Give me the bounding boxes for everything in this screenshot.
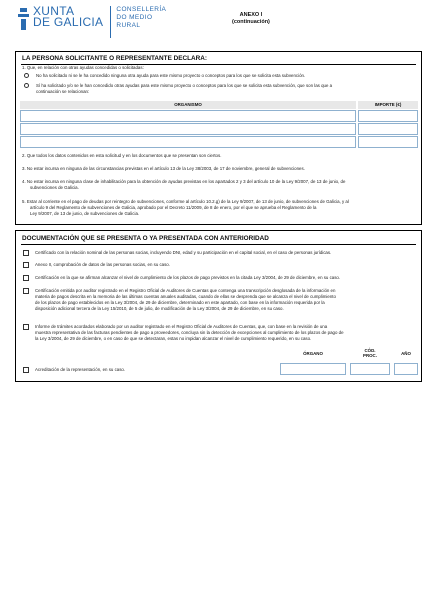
organismo-field-2[interactable] <box>20 123 356 135</box>
declaration-section <box>15 51 422 225</box>
cod-proc-column-header <box>350 348 390 358</box>
department-name <box>116 6 166 30</box>
declaration-item-2: 2. Que todos los datos contenidos en esta solicitud y en los documentos que se presentan son ciertos. <box>22 153 222 158</box>
declaration-item-3: 3. No estar incursa en ninguna de las circunstancias previstas en el artículo 13 de la Ley 38/2003, de 17 de noviembre, general de subvenciones. <box>22 166 305 171</box>
documentation-title-underline <box>21 244 416 245</box>
annex-title: ANEXO I <box>239 12 263 18</box>
logo-line1: XUNTA <box>33 4 75 18</box>
doc-anexo2-label: Anexo II, comprobación de datos de las personas socias, en su caso. <box>35 262 170 267</box>
declaration-item-4-cont: subvenciones de Galicia. <box>30 185 79 190</box>
checkbox-doc-socios[interactable] <box>23 250 29 256</box>
cod-proc-field[interactable] <box>350 363 390 375</box>
doc-informe-tramites-line2: muestra representativa de las facturas pendientes de pago a proveedores, concluya sin la detección de excepciones al cumplimiento de los plazos de pago de <box>35 330 344 335</box>
declaration-title: LA PERSONA SOLICITANTE O REPRESENTANTE DECLARA: <box>22 55 207 62</box>
doc-informe-tramites-line3: la Ley 3/2004, de 29 de diciembre, o en caso de que se detectaran, estas no impidan alcanzar el nivel de cumplimiento requerido, en su caso. <box>35 336 312 341</box>
importe-field-2[interactable] <box>358 123 418 135</box>
dept-line3: RURAL <box>116 22 141 29</box>
radio-other-aid-label: Sí ha solicitado y/o se le han concedido otras ayudas para este mismo proyecto o conceptos para los que se solicita esta subvención, que son las que a <box>36 83 333 88</box>
organismo-field-3[interactable] <box>20 136 356 148</box>
doc-certificacion-auditor-line4: disposición adicional tercera de la Ley 15/2010, de 5 de julio, de modificación de la Ley 3/2004, de 29 de diciembre, en su caso. <box>35 306 284 311</box>
doc-cumplimiento-label: Certificación en la que se afirman alcanzar el nivel de cumplimiento de los plazos de pago previstos en la citada Ley 3/2004, de 29 de diciembre, en su caso. <box>35 275 341 280</box>
ano-column-header: AÑO <box>401 351 411 356</box>
dept-line2: DO MEDIO <box>116 14 153 21</box>
importe-header: IMPORTE (€) <box>358 101 418 109</box>
importe-field-3[interactable] <box>358 136 418 148</box>
declaration-item-5-cont1: artículo 9 del Reglamento de subvenciones de Galicia, aprobado por el Decreto 11/2009, de 8 de enero, por el que se aprueba el Reglamento de la <box>30 205 317 210</box>
logo-divider <box>110 6 111 38</box>
checkbox-doc-anexo2[interactable] <box>23 262 29 268</box>
doc-certificacion-auditor-line1: Certificación emitida por auditor registrado en el Registro Oficial de Auditores de Cuentas que contenga una transcripción desglosada de la información en <box>35 288 336 293</box>
header <box>18 6 423 46</box>
cod-proc-line2: PROC. <box>363 353 377 358</box>
doc-representacion-label: Acreditación de la representación, en su caso. <box>35 367 126 372</box>
xunta-logo <box>18 6 166 38</box>
logo-name <box>33 6 103 28</box>
organismo-field-1[interactable] <box>20 110 356 122</box>
documentation-section <box>15 230 422 382</box>
declaration-item-5-cont2: Ley 9/2007, de 13 de junio, de subvenciones de Galicia. <box>30 211 140 216</box>
doc-certificacion-auditor-line2: materia de pagos descrita en la memoria de las últimas cuentas anuales auditadas, cuando de ellas se desprenda que se alcanza el nivel de cumplimiento <box>35 294 336 299</box>
radio-no-other-aid[interactable] <box>24 73 29 78</box>
annex-subtitle: (continuación) <box>232 19 270 25</box>
declaration-item-1: 1. Que, en relación con otras ayudas concedidas o solicitadas: <box>22 65 144 70</box>
checkbox-doc-informe-tramites[interactable] <box>23 324 29 330</box>
documentation-title: DOCUMENTACIÓN QUE SE PRESENTA O YA PRESENTADA CON ANTERIORIDAD <box>22 235 269 242</box>
doc-certificacion-auditor-line3: de los plazos de pago establecidos en la Ley 3/2004, de 29 de diciembre, determinado en este apartado, con base en la información requerida por la <box>35 300 325 305</box>
importe-field-1[interactable] <box>358 110 418 122</box>
ano-field[interactable] <box>394 363 418 375</box>
doc-informe-tramites-line1: Informe de trámites acordados elaborado por un auditor registrado en el Registro Oficial de Auditores de Cuentas, que, con base en la revisión de una <box>35 324 328 329</box>
radio-no-other-aid-label: No ha solicitado ni se le ha concedido ninguna otra ayuda para este mismo proyecto o conceptos para los que se solicita esta subvención. <box>36 73 306 78</box>
annex-heading <box>232 12 270 26</box>
declaration-item-4: 4. No estar incursa en ninguna clase de inhabilitación para la obtención de ayudas previstas en los apartados 2 y 3 del artículo 10 de la Ley 9/2007, de 13 de junio, de <box>22 179 346 184</box>
doc-socios-label: Certificado con la relación nominal de las personas socias, incluyendo DNI, edad y su participación en el capital social, en el caso de personas jurídicas. <box>35 250 332 255</box>
radio-other-aid-label-cont: continuación se relacionan: <box>36 89 90 94</box>
organo-field[interactable] <box>280 363 346 375</box>
dept-line1: CONSELLERÍA <box>116 6 167 13</box>
xunta-emblem-icon <box>18 8 29 30</box>
declaration-item-5: 5. Estar al corriente en el pago de deudas por reintegro de subvenciones, conforme al artículo 10.2.g) de la Ley 9/2007, de 13 de junio, de subvenciones de Galicia, y al <box>22 199 349 204</box>
checkbox-doc-certificacion-auditor[interactable] <box>23 288 29 294</box>
checkbox-doc-representacion[interactable] <box>23 367 29 373</box>
logo-line2: DE GALICIA <box>33 15 104 29</box>
organo-column-header: ÓRGANO <box>303 351 323 356</box>
organismo-header: ORGANISMO <box>20 101 356 109</box>
checkbox-doc-cumplimiento[interactable] <box>23 275 29 281</box>
cod-proc-line1: CÓD. <box>364 348 376 353</box>
radio-other-aid[interactable] <box>24 83 29 88</box>
